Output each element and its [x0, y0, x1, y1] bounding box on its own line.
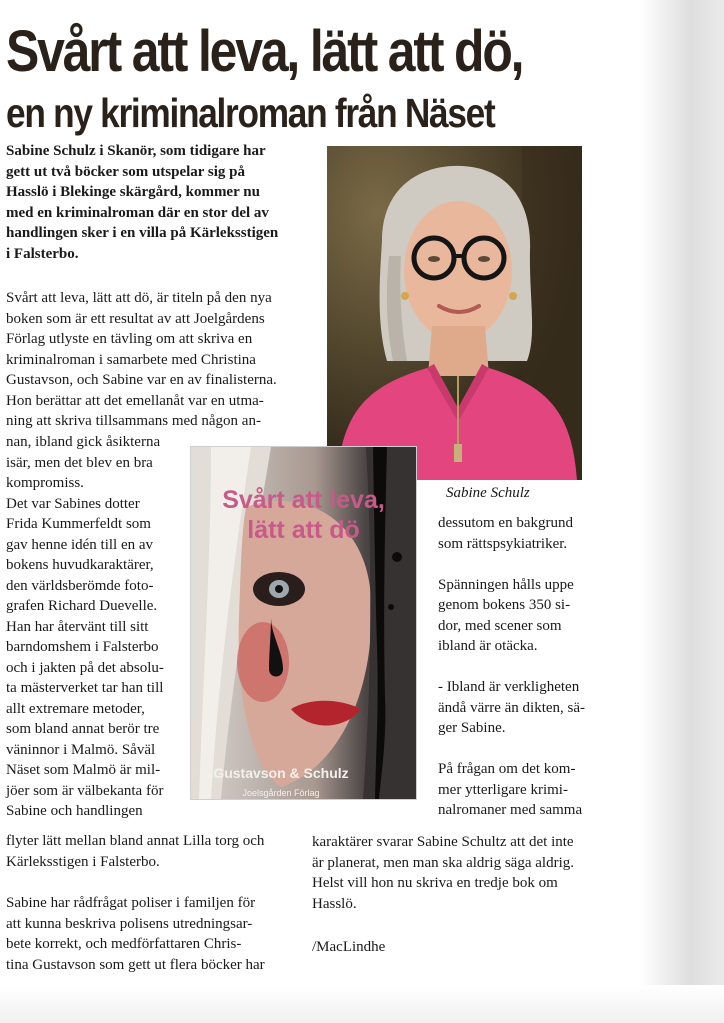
lead-line: Sabine Schulz i Skanör, som tidigare har	[6, 143, 266, 159]
author-photo	[327, 146, 582, 480]
lead-line: handlingen sker i en villa på Kärleksstigen	[6, 225, 279, 241]
body-line: nan, ibland gick åsikterna	[6, 434, 161, 450]
book-cover-publisher: Joelsgården Förlag	[242, 788, 320, 798]
body-line: ning att skriva tillsammans med någon an-	[6, 413, 261, 429]
body-line: - Ibland är verkligheten	[438, 679, 580, 695]
body-line: och i jakten på det absolu-	[6, 659, 164, 676]
body-paragraph-1	[6, 288, 290, 432]
body-line: gav henne idén till en av	[6, 536, 154, 553]
headline-sub: en ny kriminalroman från Näset	[6, 90, 495, 136]
book-cover	[191, 447, 416, 799]
body-line: väninnor i Malmö. Såväl	[6, 741, 156, 758]
page-edge-shadow	[640, 0, 724, 1023]
lead-line: Hasslö i Blekinge skärgård, kommer nu	[6, 184, 260, 200]
body-paragraph-2	[6, 432, 185, 822]
book-cover-title-line: Svårt att leva,	[222, 486, 385, 514]
body-line	[438, 554, 596, 575]
body-paragraph-3	[6, 831, 290, 872]
body-line: ta mästerverket tar han till	[6, 680, 164, 696]
body-line: grafen Richard Duevelle.	[6, 598, 158, 614]
body-line: Det var Sabines dotter	[6, 495, 140, 512]
body-line: som bland annat berör tre	[6, 721, 160, 737]
signature: /MacLindhe	[312, 939, 386, 955]
body-line	[438, 739, 596, 760]
body-line: ger Sabine.	[438, 720, 506, 736]
body-line: Hasslö.	[312, 895, 357, 912]
book-cover-author: Gustavson & Schulz	[213, 765, 349, 781]
body-line: kompromiss.	[6, 475, 84, 491]
body-line: mer ytterligare krimi-	[438, 781, 568, 798]
body-line: jöer som är välbekanta för	[6, 782, 164, 799]
lead-line: med en kriminalroman där en stor del av	[6, 204, 269, 221]
lead-line: i Falsterbo.	[6, 245, 79, 262]
body-line: Kärleksstigen i Falsterbo.	[6, 853, 160, 870]
body-line: Frida Kummerfeldt som	[6, 516, 151, 532]
headline-main: Svårt att leva, lätt att dö,	[6, 19, 523, 84]
body-line: som rättspsykiatriker.	[438, 535, 568, 552]
lead-paragraph	[6, 141, 296, 264]
body-line: boken som är ett resultat av att Joelgårdens	[6, 310, 265, 327]
body-line: dessutom en bakgrund	[438, 515, 573, 531]
body-line: karaktärer svarar Sabine Schultz att det inte	[312, 834, 574, 850]
body-line: Sabine har rådfrågat poliser i familjen för	[6, 895, 256, 911]
body-line: Spänningen hålls uppe	[438, 576, 574, 593]
author-portrait-illustration	[327, 146, 582, 480]
body-line: Han har återvänt till sitt	[6, 618, 149, 635]
body-paragraph-4	[6, 893, 290, 975]
body-line: Gustavson, och Sabine var en av finalisterna.	[6, 372, 277, 388]
body-line: är planerat, men man ska aldrig säga aldrig.	[312, 854, 574, 871]
body-line: genom bokens 350 si-	[438, 597, 571, 613]
body-right-column	[438, 513, 596, 821]
body-line: ibland är otäcka.	[438, 638, 538, 654]
body-line: Svårt att leva, lätt att dö, är titeln på den nya	[6, 290, 272, 306]
body-line: På frågan om det kom-	[438, 761, 576, 777]
body-line: dor, med scener som	[438, 617, 562, 634]
body-line: barndomshem i Falsterbo	[6, 639, 159, 655]
body-line: Förlag utlyste en tävling om att skriva en	[6, 331, 253, 347]
body-right-bottom	[312, 832, 596, 914]
page-bottom-edge	[0, 985, 724, 1023]
body-line: kriminalroman i samarbete med Christina	[6, 351, 256, 368]
body-line: bete korrekt, och medförfattaren Chris-	[6, 936, 242, 952]
body-line: allt extremare metoder,	[6, 700, 145, 717]
book-cover-title-line: lätt att dö	[247, 516, 360, 544]
body-line: Näset som Malmö är mil-	[6, 762, 161, 778]
photo-caption: Sabine Schulz	[446, 485, 530, 501]
body-line: bokens huvudkaraktärer,	[6, 557, 154, 573]
body-line: nalromaner med samma	[438, 802, 583, 818]
body-line: ändå värre än dikten, sä-	[438, 699, 586, 716]
body-line: Hon berättar att det emellanåt var en utma-	[6, 392, 264, 409]
book-cover-title	[201, 485, 406, 545]
body-line: tina Gustavson som gett ut flera böcker har	[6, 956, 265, 973]
lead-line: gett ut två böcker som utspelar sig på	[6, 163, 246, 180]
body-line: isär, men det blev en bra	[6, 454, 153, 471]
body-line	[438, 657, 596, 678]
body-line: Sabine och handlingen	[6, 803, 143, 819]
body-line: flyter lätt mellan bland annat Lilla torg och	[6, 833, 265, 849]
body-line: Helst vill hon nu skriva en tredje bok om	[312, 875, 558, 891]
body-line: den världsberömde foto-	[6, 577, 154, 594]
body-line: att kunna beskriva polisens utredningsar-	[6, 915, 253, 932]
